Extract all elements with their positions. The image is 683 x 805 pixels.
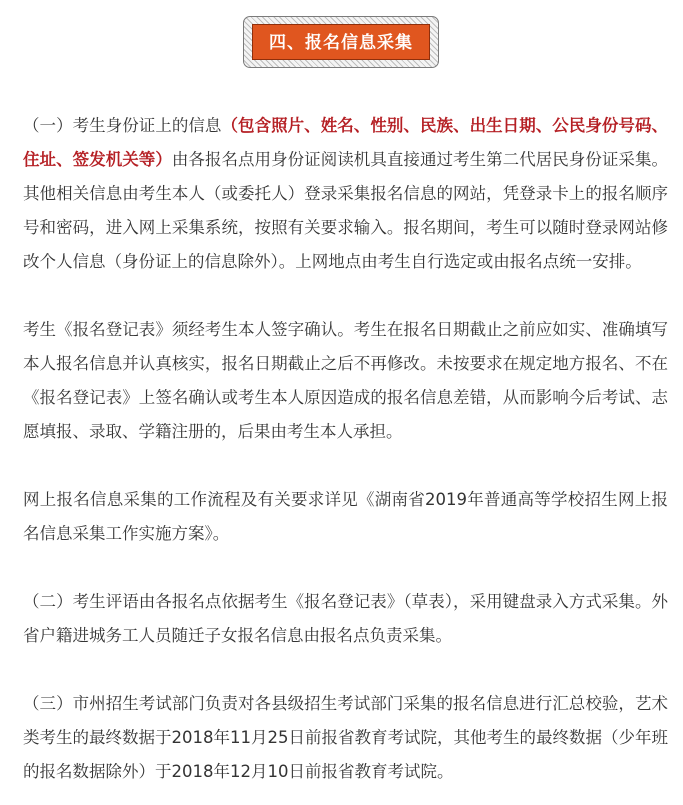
paragraph-online-process: 网上报名信息采集的工作流程及有关要求详见《湖南省2019年普通高等学校招生网上报名信息采集工作实施方案》。 — [23, 490, 668, 543]
paragraph-data-verification: （三）市州招生考试部门负责对各县级招生考试部门采集的报名信息进行汇总校验，艺术类考生的最终数据于2018年11月25日前报省教育考试院，其他考生的最终数据（少年班的报名数据除外）于2018年12月10日前报省教育考试院。 — [23, 694, 668, 781]
paragraph-id-card-info — [23, 109, 668, 279]
paragraph-student-comments: （二）考生评语由各报名点依据考生《报名登记表》（草表），采用键盘录入方式采集。外省户籍进城务工人员随迁子女报名信息由报名点负责采集。 — [23, 592, 668, 645]
paragraph-rest: 由各报名点用身份证阅读机具直接通过考生第二代居民身份证采集。其他相关信息由考生本人（或委托人）登录采集报名信息的网站，凭登录卡上的报名顺序号和密码，进入网上采集系统，按照有关要求输入。报名期间，考生可以随时登录网站修改个人信息（身份证上的信息除外）。上网地点由考生自行选定或由报名点统一安排。 — [23, 150, 669, 271]
section-header-frame — [243, 16, 439, 68]
paragraph-prefix: （一）考生身份证上的信息 — [23, 116, 222, 135]
paragraph-registration-form: 考生《报名登记表》须经考生本人签字确认。考生在报名日期截止之前应如实、准确填写本人报名信息并认真核实，报名日期截止之后不再修改。未按要求在规定地方报名、不在《报名登记表》上签名确认或考生本人原因造成的报名信息差错，从而影响今后考试、志愿填报、录取、学籍注册的，后果由考生本人承担。 — [23, 320, 668, 441]
article-body — [23, 109, 668, 789]
highlighted-fields-text: （包含照片、姓名、性别、民族、出生日期、公民身份号码、住址、签发机关等） — [23, 116, 669, 169]
section-header-title: 四、报名信息采集 — [252, 24, 430, 60]
